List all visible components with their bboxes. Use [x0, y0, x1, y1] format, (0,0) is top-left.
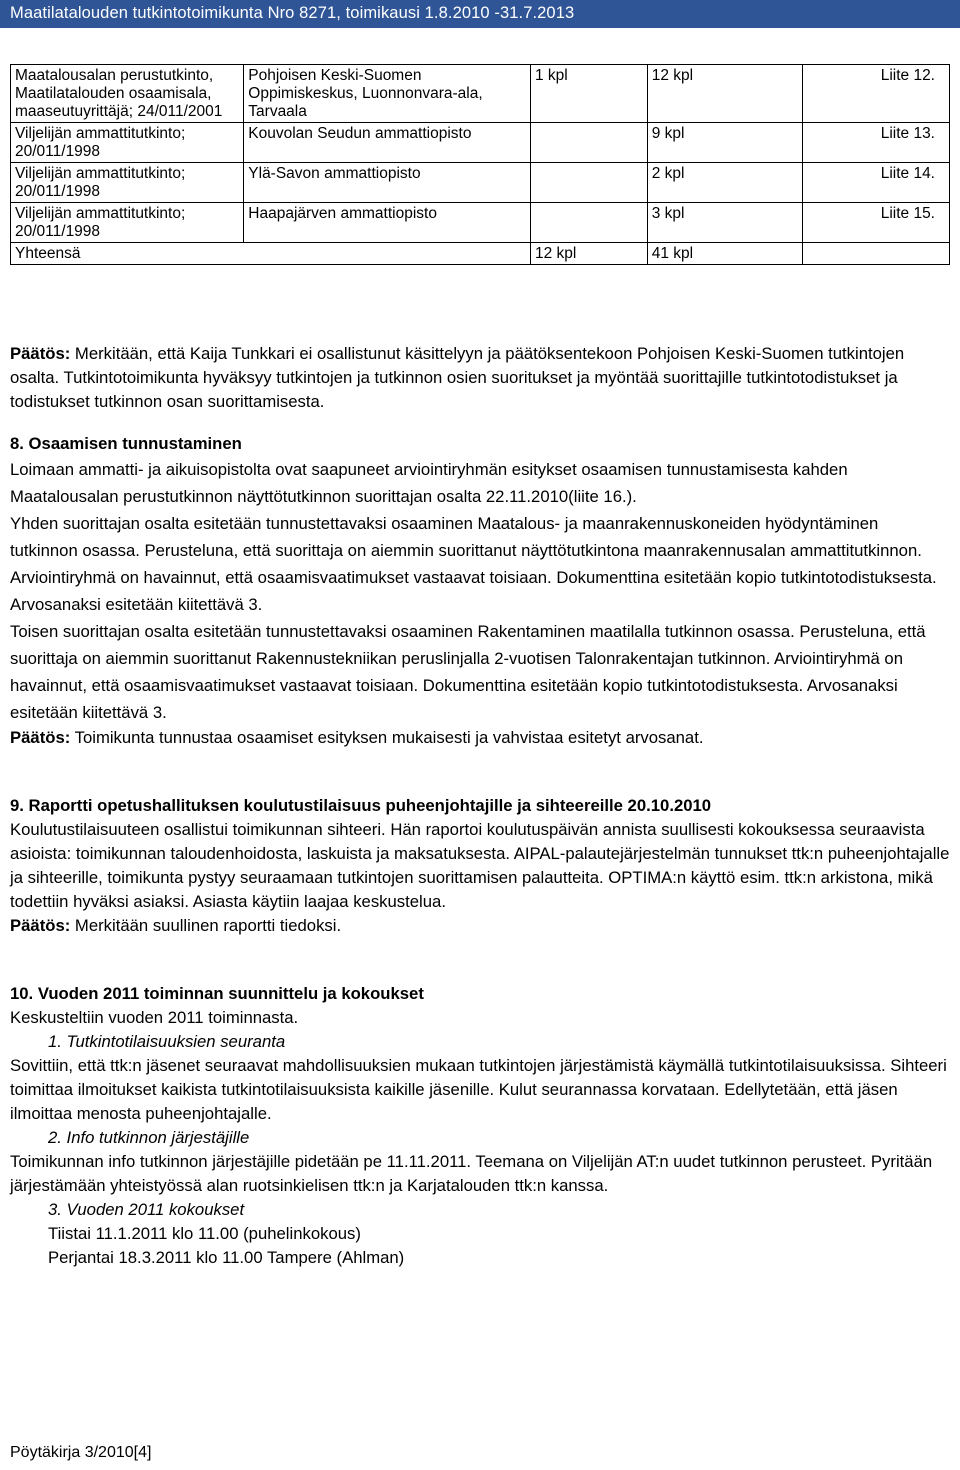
s7-decision	[10, 342, 950, 414]
s9-decision	[10, 914, 950, 938]
s8-decision	[10, 726, 950, 750]
org-cell: Haapajärven ammattiopisto	[244, 203, 531, 243]
s8-paragraph-1: Loimaan ammatti- ja aikuisopistolta ovat saapuneet arviointiryhmän esitykset osaamisen tunnustamisesta kahden Maatalousalan perustutkinnon näyttötutkinnon suorittajan osalta 22.11.2010(liite 16.).	[10, 460, 848, 506]
section-8-heading: 8. Osaamisen tunnustaminen	[10, 434, 242, 453]
table-row	[11, 163, 950, 203]
org-cell: Kouvolan Seudun ammattiopisto	[244, 123, 531, 163]
degree-table	[10, 64, 950, 265]
decision-text: Merkitään, että Kaija Tunkkari ei osallistunut käsittelyyn ja päätöksentekoon Pohjoisen Keski-Suomen tutkintojen osalta. Tutkintotoimikunta hyväksyy tutkintojen ja tutkinnon osien suoritukset ja myöntää suorittajille tutkintotodistukset ja todistukset tutkinnon osan suorittamisesta.	[10, 344, 905, 411]
decision-text: Merkitään suullinen raportti tiedoksi.	[70, 916, 342, 935]
degree-cell: Maatalousalan perustutkinto, Maatilatalouden osaamisala, maaseutuyrittäjä; 24/011/2001	[11, 65, 244, 123]
document-body	[10, 342, 950, 1270]
s10-meeting-1: Tiistai 11.1.2011 klo 11.00 (puhelinkokous)	[48, 1224, 361, 1243]
count-a-cell	[530, 163, 647, 203]
s8-paragraph-3: Toisen suorittajan osalta esitetään tunnustettavaksi osaaminen Rakentaminen maatilalla tutkinnon osassa. Perusteluna, että suorittaja on aiemmin suorittanut Rakennustekniikan peruslinjalla 2-vuotisen Talonrakentajan tutkinnon. Arviointiryhmä on havainnut, että osaamisvaatimukset vastaavat toisiaan. Dokumenttina esitetään kopio tutkintotodistuksesta. Arvosanaksi esitetään kiitettävä 3.	[10, 622, 926, 722]
s10-sub2-heading: 2. Info tutkinnon järjestäjille	[48, 1128, 250, 1147]
table-total-row	[11, 243, 950, 265]
liite-cell: Liite 13.	[803, 123, 950, 163]
decision-text: Toimikunta tunnustaa osaamiset esityksen mukaisesti ja vahvistaa esitetyt arvosanat.	[70, 728, 704, 747]
section-9-heading: 9. Raportti opetushallituksen koulutustilaisuus puheenjohtajille ja sihteereille 20.10.2010	[10, 796, 712, 815]
s10-intro: Keskusteltiin vuoden 2011 toiminnasta.	[10, 1008, 299, 1027]
count-a-cell	[530, 203, 647, 243]
count-b-cell: 3 kpl	[647, 203, 803, 243]
liite-cell: Liite 14.	[803, 163, 950, 203]
count-b-cell: 2 kpl	[647, 163, 803, 203]
decision-label: Päätös:	[10, 916, 71, 935]
liite-cell: Liite 15.	[803, 203, 950, 243]
total-label-cell: Yhteensä	[11, 243, 531, 265]
s10-sub1-heading: 1. Tutkintotilaisuuksien seuranta	[48, 1032, 286, 1051]
count-a-cell	[530, 123, 647, 163]
decision-label: Päätös:	[10, 728, 71, 747]
total-a-cell: 12 kpl	[530, 243, 647, 265]
s9-paragraph: Koulutustilaisuuteen osallistui toimikunnan sihteeri. Hän raportoi koulutuspäivän annista suullisesti kokouksessa seuraavista asioista: toimikunnan taloudenhoidosta, laskuista ja maksatuksesta. AIPAL-palautejärjestelmän tunnukset ttk:n puheenjohtajalle ja sihteerille, toimikunta pystyy seuraamaan tutkintojen suorittamisen palautteita. OPTIMA:n käyttö esim. ttk:n arkistona, mikä todettiin hyväksi asiaksi. Asiasta käytiin laajaa keskustelua.	[10, 820, 950, 911]
org-cell: Ylä-Savon ammattiopisto	[244, 163, 531, 203]
s10-sub1-text: Sovittiin, että ttk:n jäsenet seuraavat mahdollisuuksien mukaan tutkintojen järjestämistä käymällä tutkintotilaisuuksissa. Sihteeri toimittaa ilmoitukset kaikista tutkintotilaisuuksista kaikille jäsenille. Kulut seurannassa korvataan. Edellytetään, että jäsen ilmoittaa menosta puheenjohtajalle.	[10, 1056, 947, 1123]
liite-cell: Liite 12.	[803, 65, 950, 123]
degree-cell: Viljelijän ammattitutkinto; 20/011/1998	[11, 123, 244, 163]
total-empty-cell	[803, 243, 950, 265]
count-b-cell: 9 kpl	[647, 123, 803, 163]
page-header	[0, 0, 960, 28]
s10-sub2-text: Toimikunnan info tutkinnon järjestäjille pidetään pe 11.11.2011. Teemana on Viljelijän AT:n uudet tutkinnon perusteet. Pyritään järjestämään yhteistyössä alan ruotsinkielisen ttk:n ja Karjatalouden ttk:n kanssa.	[10, 1152, 933, 1195]
table-row	[11, 123, 950, 163]
count-b-cell: 12 kpl	[647, 65, 803, 123]
table-row	[11, 65, 950, 123]
table-row	[11, 203, 950, 243]
section-10-heading: 10. Vuoden 2011 toiminnan suunnittelu ja kokoukset	[10, 984, 424, 1003]
degree-cell: Viljelijän ammattitutkinto; 20/011/1998	[11, 203, 244, 243]
s10-sub3-heading: 3. Vuoden 2011 kokoukset	[48, 1200, 245, 1219]
s8-paragraph-2: Yhden suorittajan osalta esitetään tunnustettavaksi osaaminen Maatalous- ja maanrakennuskoneiden hyödyntäminen tutkinnon osassa. Perusteluna, että suorittaja on aiemmin suorittanut näyttötutkintona maanrakennusalan ammattitutkinnon. Arviointiryhmä on havainnut, että osaamisvaatimukset vastaavat toisiaan. Dokumenttina esitetään kopio tutkintotodistuksesta. Arvosanaksi esitetään kiitettävä 3.	[10, 514, 937, 614]
count-a-cell: 1 kpl	[530, 65, 647, 123]
org-cell: Pohjoisen Keski-Suomen Oppimiskeskus, Luonnonvara-ala, Tarvaala	[244, 65, 531, 123]
header-title: Maatilatalouden tutkintotoimikunta Nro 8271, toimikausi 1.8.2010 -31.7.2013	[10, 4, 575, 22]
s10-meeting-2: Perjantai 18.3.2011 klo 11.00 Tampere (Ahlman)	[48, 1248, 405, 1267]
total-b-cell: 41 kpl	[647, 243, 803, 265]
degree-cell: Viljelijän ammattitutkinto; 20/011/1998	[11, 163, 244, 203]
decision-label: Päätös:	[10, 344, 71, 363]
page-footer: Pöytäkirja 3/2010[4]	[10, 1444, 152, 1461]
